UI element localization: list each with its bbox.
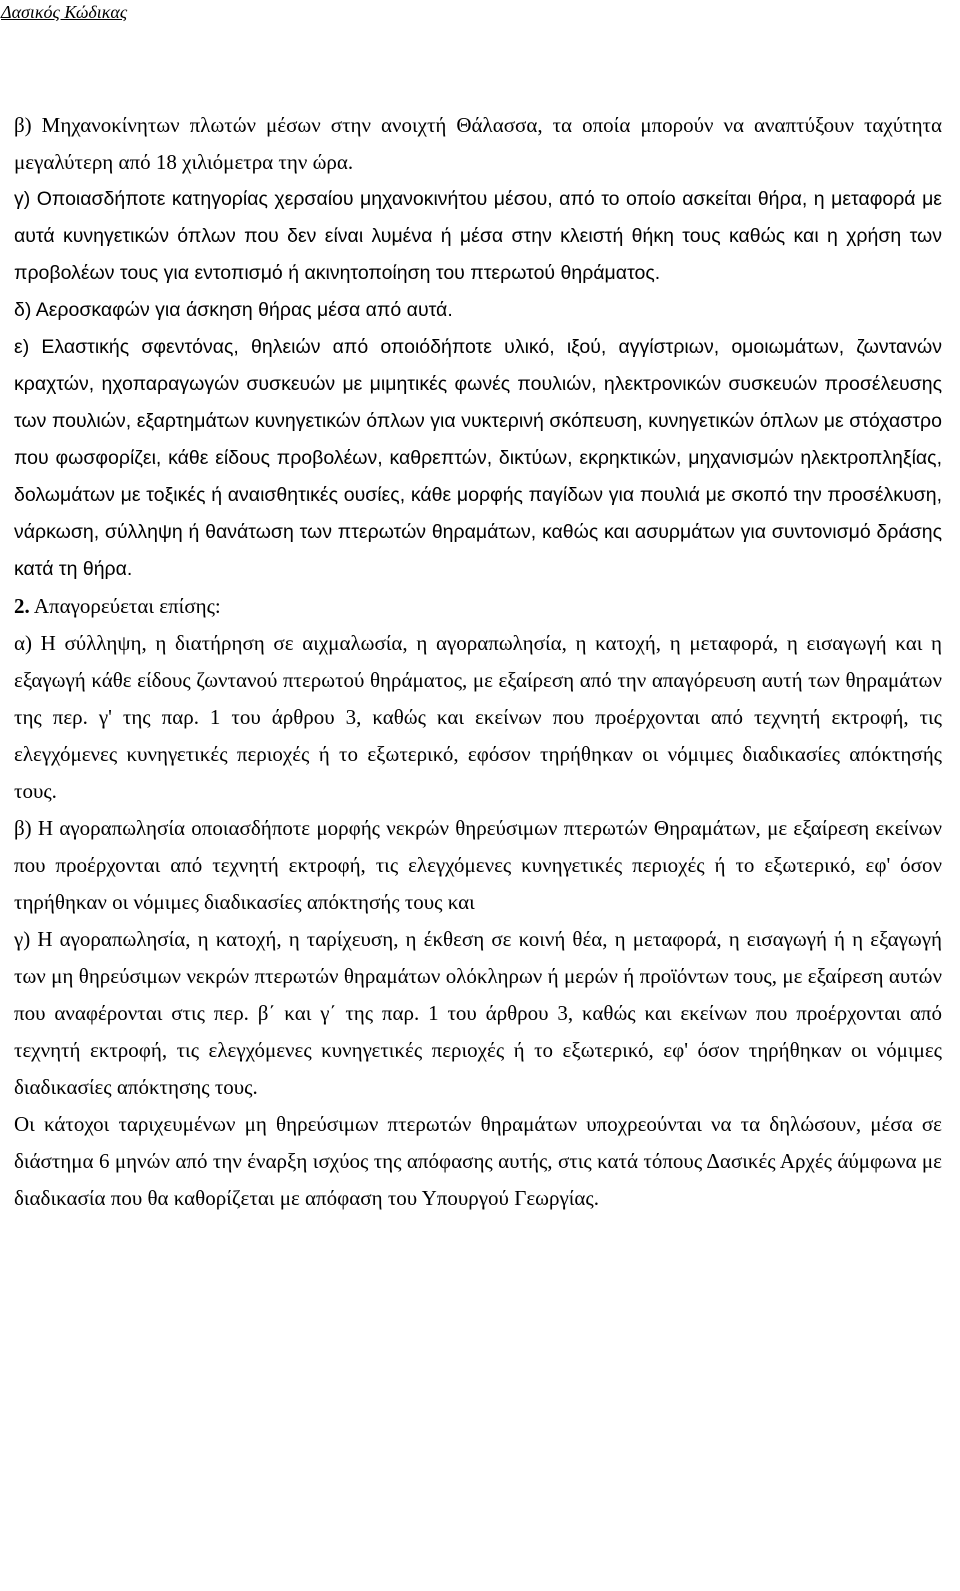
paragraph-final: Οι κάτοχοι ταριχευμένων μη θηρεύσιμων πτερωτών θηραμάτων υποχρεούνται να τα δηλώσουν, μέσα σε διάστημα 6 μηνών από την έναρξη ισχύος της απόφασης αυτής, στις κατά τόπους Δασικές Αρχές άύμφωνα με διαδικασία που θα καθορίζεται με απόφαση του Υπουργού Γεωργίας. bbox=[14, 1112, 942, 1210]
paragraph-2-number: 2. bbox=[14, 594, 30, 618]
paragraph-2-heading bbox=[14, 588, 942, 625]
paragraph-2b: β) Η αγοραπωλησία οποιασδήποτε μορφής νεκρών θηρεύσιμων πτερωτών Θηραμάτων, με εξαίρεση εκείνων που προέρχονται από τεχνητή εκτροφή, τις ελεγχόμενες κυνηγετικές περιοχές ή το εξωτερικό, εφ' όσον τηρήθηκαν οι νόμιμες διαδικασίες απόκτησής τους και bbox=[14, 816, 942, 914]
paragraph-1g: γ) Οποιασδήποτε κατηγορίας χερσαίου μηχανοκινήτου μέσου, από το οποίο ασκείται θήρα, η μεταφορά με αυτά κυνηγετικών όπλων που δεν είναι λυμένα ή μέσα στην κλειστή θήκη τους καθώς και η χρήση των προβολέων τους για εντοπισμό ή ακινητοποίηση του πτερωτού θηράματος. bbox=[14, 188, 942, 284]
paragraph-2a: α) Η σύλληψη, η διατήρηση σε αιχμαλωσία, η αγοραπωλησία, η κατοχή, η μεταφορά, η εισαγωγή και η εξαγωγή κάθε είδους ζωντανού πτερωτού θηράματος, με εξαίρεση από την απαγόρευση αυτή των θηραμάτων της περ. γ' της παρ. 1 του άρθρου 3, καθώς και εκείνων που προέρχονται από τεχνητή εκτροφή, τις ελεγχόμενες κυνηγετικές περιοχές ή το εξωτερικό, εφόσον τηρήθηκαν οι νόμιμες διαδικασίες απόκτησής τους. bbox=[14, 631, 942, 803]
paragraph-2-text: Απαγορεύεται επίσης: bbox=[29, 594, 221, 618]
paragraph-1d: δ) Αεροσκαφών για άσκηση θήρας μέσα από αυτά. bbox=[14, 299, 453, 321]
paragraph-1e: ε) Ελαστικής σφεντόνας, θηλειών από οποιόδήποτε υλικό, ιξού, αγγίστριων, ομοιωμάτων, ζωντανών κραχτών, ηχοπαραγωγών συσκευών με μιμητικές φωνές πουλιών, ηλεκτρονικών συσκευών προσέλευσης των πουλιών, εξαρτημάτων κυνηγετικών όπλων για νυκτερινή σκόπευση, κυνηγετικών όπλων με στόχαστρο που φωσφορίζει, κάθε είδους προβολέων, καθρεπτών, δικτύων, εκρηκτικών, μηχανισμών ηλεκτροπληξίας, δολωμάτων με τοξικές ή αναισθητικές ουσίες, κάθε μορφής παγίδων για πουλιά με σκοπό την προσέλκυση, νάρκωση, σύλληψη ή θανάτωση των πτερωτών θηραμάτων, καθώς και ασυρμάτων για συντονισμό δράσης κατά τη θήρα. bbox=[14, 336, 942, 580]
paragraph-2g: γ) Η αγοραπωλησία, η κατοχή, η ταρίχευση, η έκθεση σε κοινή θέα, η μεταφορά, η εισαγωγή ή η εξαγωγή των μη θηρεύσιμων νεκρών πτερωτών θηραμάτων ολόκληρων ή μερών ή προϊόντων τους, με εξαίρεση αυτών που αναφέρονται στις περ. β΄ και γ΄ της παρ. 1 του άρθρου 3, καθώς και εκείνων που προέρχονται από τεχνητή εκτροφή, τις ελεγχόμενες κυνηγετικές περιοχές ή το εξωτερικό, εφ' όσον τηρήθηκαν οι νόμιμες διαδικασίες απόκτησης τους. bbox=[14, 927, 942, 1099]
header-title-link[interactable]: Δασικός Κώδικας bbox=[1, 2, 128, 22]
document-body bbox=[14, 107, 942, 1217]
paragraph-1b: β) Μηχανοκίνητων πλωτών μέσων στην ανοιχτή Θάλασσα, τα οποία μπορούν να αναπτύξουν ταχύτητα μεγαλύτερη από 18 χιλιόμετρα την ώρα. bbox=[14, 113, 942, 174]
